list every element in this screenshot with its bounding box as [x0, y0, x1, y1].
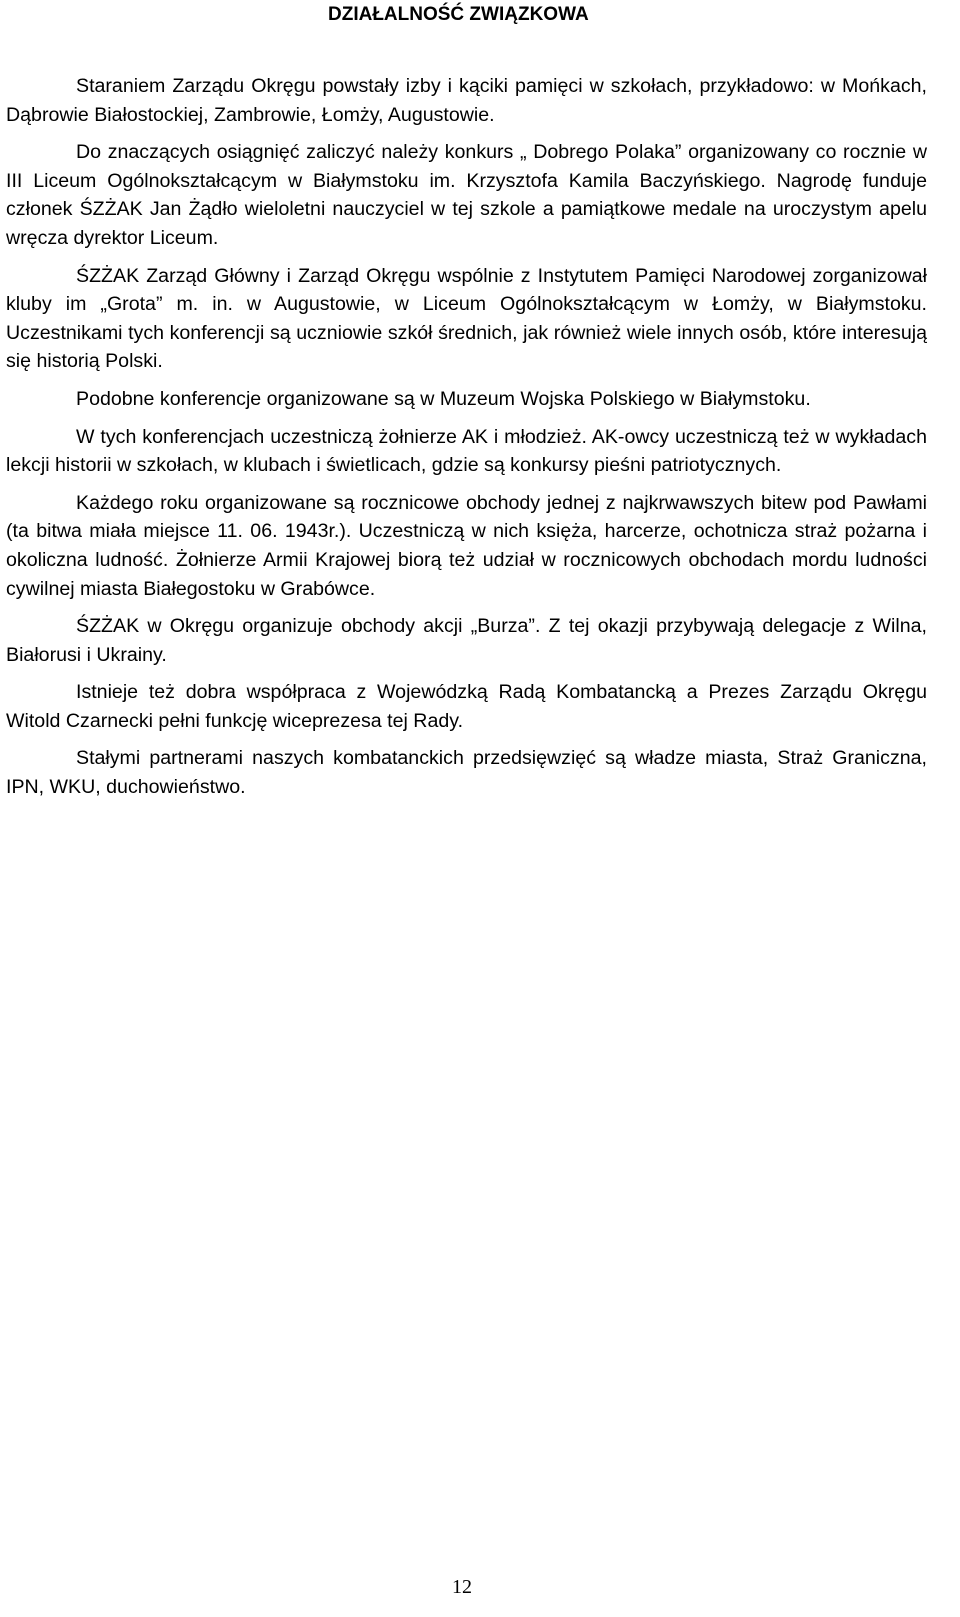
page-number: 12 — [452, 1576, 472, 1598]
paragraph-museum-conferences: Podobne konferencje organizowane są w Muzeum Wojska Polskiego w Białymstoku. — [76, 387, 811, 410]
paragraph-partners: Stałymi partnerami naszych kombatanckich przedsięwzięć są władze miasta, Straż Graniczna, IPN, WKU, duchowieństwo. — [6, 747, 927, 799]
paragraph-memorial-rooms: Staraniem Zarządu Okręgu powstały izby i kąciki pamięci w szkołach, przykładowo: w Mońkach, Dąbrowie Białostockiej, Zambrowie, Łomży, Augustowie. — [6, 75, 927, 126]
paragraph-grot-clubs: ŚZŻAK Zarząd Główny i Zarząd Okręgu wspólnie z Instytutem Pamięci Narodowej zorganizował kluby im „Grota” m. in. w Augustowie, w Liceum Ogólnokształcącym w Łomży, w Białymstoku. Uczestnikami tych konferencji są uczniowie szkół średnich, jak również wiele innych osób, które interesują się historią Polski. — [6, 264, 927, 373]
paragraph-veterans-council: Istnieje też dobra współpraca z Wojewódzką Radą Kombatancką a Prezes Zarządu Okręgu Witold Czarnecki pełni funkcję wiceprezesa tej Rady. — [6, 681, 927, 732]
paragraph-operation-burza: ŚZŻAK w Okręgu organizuje obchody akcji „Burza”. Z tej okazji przybywają delegacje z Wilna, Białorusi i Ukrainy. — [6, 615, 927, 666]
paragraph-veterans-youth: W tych konferencjach uczestniczą żołnierze AK i młodzież. AK-owcy uczestniczą też w wykładach lekcji historii w szkołach, w klubach i świetlicach, gdzie są konkursy pieśni patriotycznych. — [6, 425, 927, 477]
paragraph-good-pole-contest: Do znaczących osiągnięć zaliczyć należy konkurs „ Dobrego Polaka” organizowany co rocznie w III Liceum Ogólnokształcącym w Białymstoku im. Krzysztofa Kamila Baczyńskiego. Nagrodę funduje członek ŚZŻAK Jan Żądło wieloletni nauczyciel w tej szkole a pamiątkowe medale na uroczystym apelu wręcza dyrektor Liceum. — [6, 141, 927, 249]
paragraph-pawly-anniversary: Każdego roku organizowane są rocznicowe obchody jednej z najkrwawszych bitew pod Pawłami (ta bitwa miała miejsce 11. 06. 1943r.). Uczestniczą w nich księża, harcerze, ochotnicza straż pożarna i okoliczna ludność. Żołnierze Armii Krajowej biorą też udział w rocznicowych obchodach mordu ludności cywilnej miasta Białegostoku w Grabówce. — [6, 491, 927, 600]
body-text — [6, 72, 927, 802]
page-title: DZIAŁALNOŚĆ ZWIĄZKOWA — [328, 4, 589, 25]
